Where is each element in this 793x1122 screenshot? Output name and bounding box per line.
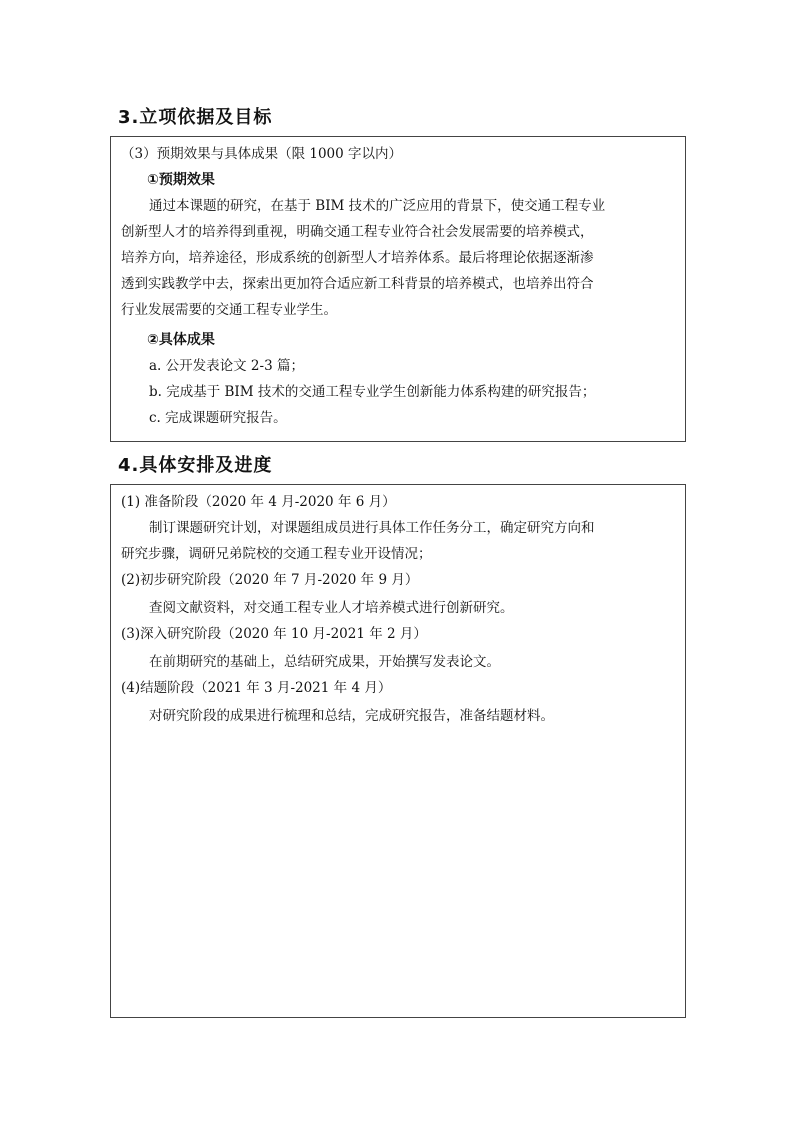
effects-line-3: 培养方向，培养途径，形成系统的创新型人才培养体系。最后将理论依据逐渐渗 [121,250,594,266]
effects-line-2: 创新型人才的培养得到重视，明确交通工程专业符合社会发展需要的培养模式， [121,224,594,240]
stage-1-line-1: 制订课题研究计划，对课题组成员进行具体工作任务分工，确定研究方向和 [149,520,595,536]
result-item-b: b. 完成基于 BIM 技术的交通工程专业学生创新能力体系构建的研究报告； [149,384,596,400]
section4-heading: 4.具体安排及进度 [118,455,273,476]
effects-line-1: 通过本课题的研究，在基于 BIM 技术的广泛应用的背景下，使交通工程专业 [149,198,606,214]
section3-subtitle: （3）预期效果与具体成果（限 1000 字以内） [121,146,403,162]
section3-heading: 3.立项依据及目标 [118,107,273,128]
stage-4-line-1: 对研究阶段的成果进行梳理和总结，完成研究报告，准备结题材料。 [149,708,554,724]
section4-box [110,484,686,1018]
section3-box [110,136,686,442]
stage-3-line-1: 在前期研究的基础上，总结研究成果，开始撰写发表论文。 [149,654,500,670]
effects-line-4: 透到实践教学中去，探索出更加符合适应新工科背景的培养模式，也培养出符合 [121,276,594,292]
stage-3-title: (3)深入研究阶段（2020 年 10 月-2021 年 2 月） [121,626,427,642]
stage-4-title: (4)结题阶段（2021 年 3 月-2021 年 4 月） [121,680,392,696]
stage-2-title: (2)初步研究阶段（2020 年 7 月-2020 年 9 月） [121,572,419,588]
result-item-c: c. 完成课题研究报告。 [149,410,287,426]
effects-line-5: 行业发展需要的交通工程专业学生。 [121,302,337,318]
stage-1-line-2: 研究步骤，调研兄弟院校的交通工程专业开设情况； [121,546,432,562]
result-item-a: a. 公开发表论文 2-3 篇； [149,358,304,374]
stage-2-line-1: 查阅文献资料，对交通工程专业人才培养模式进行创新研究。 [149,600,514,616]
specific-results-heading: ②具体成果 [147,332,215,348]
stage-1-title: (1) 准备阶段（2020 年 4 月-2020 年 6 月） [121,494,396,510]
expected-effects-heading: ①预期效果 [147,172,215,188]
